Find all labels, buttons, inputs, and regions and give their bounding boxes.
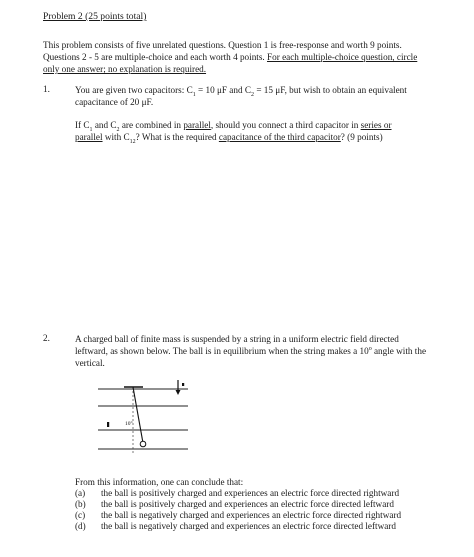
question-1-statement <box>75 84 435 108</box>
degree-superscript: o <box>368 345 372 352</box>
intro-instruction: For each multiple-choice question, circle only one answer; no explanation is required. <box>43 52 418 74</box>
question-1-prompt <box>75 119 435 143</box>
option-text: the ball is negatively charged and experiences an electric force directed leftward <box>101 521 396 531</box>
c2-subscript: 2 <box>251 91 255 98</box>
gravity-marker-icon <box>182 383 184 386</box>
q1-prompt-part: If C <box>75 120 90 130</box>
charge-marker-icon <box>107 422 109 427</box>
q1-prompt-underlined: capacitance of the third capacitor <box>218 132 341 142</box>
problem-intro <box>43 39 435 75</box>
c1-subscript: 1 <box>89 126 93 133</box>
q1-prompt-part: ? What is the required <box>135 132 219 142</box>
question-2-conclude: From this information, one can conclude that: <box>75 477 244 487</box>
q2-text-part: angle with the vertical. <box>75 346 427 368</box>
option-a[interactable] <box>75 488 399 498</box>
option-text: the ball is positively charged and experiences an electric force directed leftward <box>101 499 394 509</box>
option-label: (a) <box>75 488 86 498</box>
charged-ball <box>140 441 146 447</box>
option-label: (b) <box>75 499 86 509</box>
intro-text: This problem consists of five unrelated questions. Question 1 is free-response and worth 9 points. Questions 2 - 5 are multiple-choice and each worth 4 points. <box>43 40 402 62</box>
q1-prompt-underlined: series or <box>360 120 392 130</box>
q1-prompt-part: ? (9 points) <box>340 132 383 142</box>
option-c[interactable] <box>75 510 401 520</box>
q1-prompt-part: and C <box>92 120 117 130</box>
q1-prompt-underlined: parallel <box>183 120 211 130</box>
question-2-statement <box>75 333 430 369</box>
q1-text-part: You are given two capacitors: C <box>75 85 193 95</box>
q1-text-part: = 10 μF and C <box>195 85 252 95</box>
option-label: (d) <box>75 521 86 531</box>
option-b[interactable] <box>75 499 394 509</box>
q1-text-part: = 15 μF, but wish to obtain an equivalent capacitance of 20 μF. <box>75 85 407 107</box>
q1-prompt-part: with C <box>102 132 130 142</box>
problem-heading: Problem 2 (25 points total) <box>43 11 147 22</box>
option-text: the ball is positively charged and experiences an electric force directed rightward <box>101 488 400 498</box>
q1-prompt-underlined: parallel <box>75 132 103 142</box>
gravity-arrowhead-icon <box>176 390 181 395</box>
question-1-number: 1. <box>43 84 50 94</box>
c12-subscript: 12 <box>129 138 136 145</box>
c2-subscript: 2 <box>116 126 120 133</box>
option-d[interactable] <box>75 521 396 531</box>
question-2-number: 2. <box>43 333 50 343</box>
q1-prompt-part: , should you connect a third capacitor in <box>210 120 361 130</box>
option-label: (c) <box>75 510 86 520</box>
c1-subscript: 1 <box>192 91 196 98</box>
angle-label: 10° <box>125 421 133 427</box>
q2-text-part: A charged ball of finite mass is suspended by a string in a uniform electric field directed leftward, as shown below. The ball is in equilibrium when the string makes a 10 <box>75 334 399 356</box>
option-text: the ball is negatively charged and experiences an electric force directed rightward <box>101 510 402 520</box>
q1-prompt-part: are combined in <box>119 120 184 130</box>
pendulum-field-diagram <box>96 377 196 459</box>
string <box>133 387 143 443</box>
